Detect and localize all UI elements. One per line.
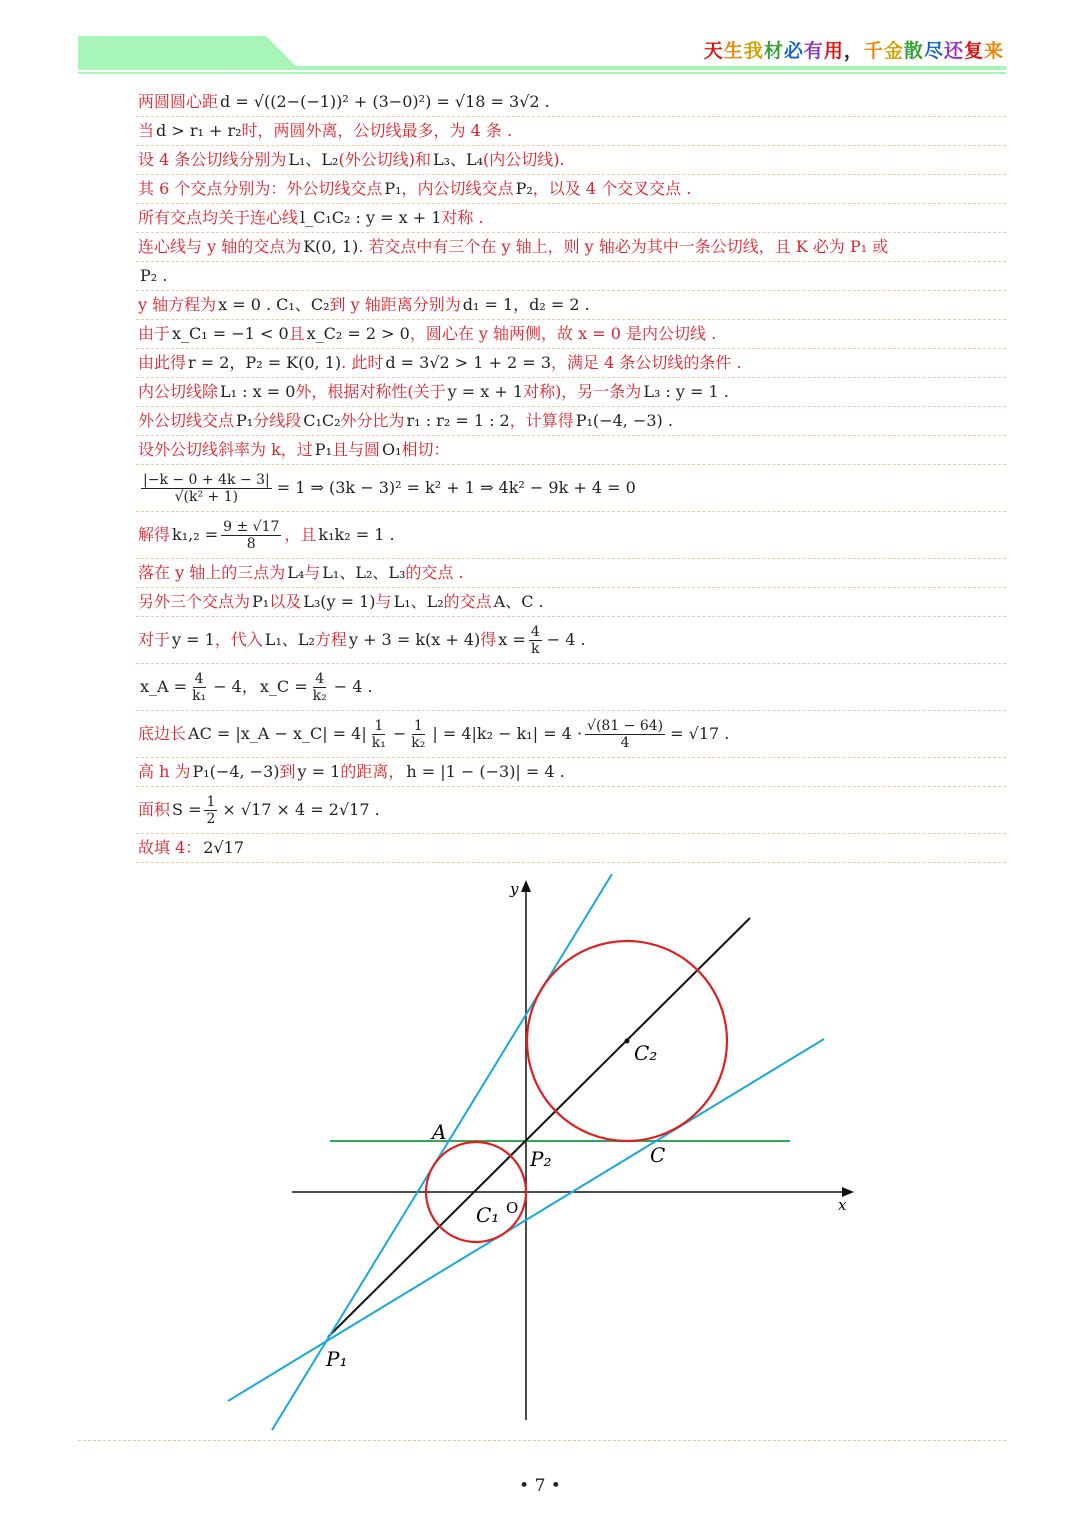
center-c2-point (625, 1039, 630, 1044)
solve-line: 解得 k₁,₂ = $\frac{9 \pm √17}{8}$ ，且 k₁k₂ = 1 . (136, 512, 1006, 559)
text-line: 其 6 个交点分别为：外公切线交点 P₁ ，内公切线交点 P₂ ，以及 4 个交叉交点 . (136, 175, 1006, 204)
xa-xc-line: x_A = $\frac{4}{\text{k₁}}$ − 4， x_C = $\frac{4}{\text{k₂}}$ − 4 . (136, 664, 1006, 711)
text-line: P₂ . (136, 262, 1006, 291)
geometry-figure (220, 870, 860, 1440)
answer-line: 故填 4： 2√17 (136, 834, 1006, 863)
slogan-char: 来 (983, 40, 1004, 62)
label-y: y (510, 880, 519, 898)
slogan-char: 必 (783, 40, 804, 62)
label-a: A (432, 1120, 447, 1144)
substitute-line: 对于 y = 1 ，代入 L₁、L₂ 方程 y + 3 = k(x + 4) 得 x = $\frac{4}{k}$ − 4 . (136, 617, 1006, 664)
label-p2: P₂ (530, 1147, 552, 1171)
slogan-char: 千 (863, 40, 884, 62)
base-length-line: 底边长 AC = |x_A − x_C| = 4| $\frac{1}{\text{k₁}}$ − $\frac{1}{\text{k₂}}$ | = 4|k₂ − k₁| = 4 · $\frac{√(81 - 64)}{4}$ = √17 . (136, 711, 1006, 758)
label-c1: C₁ (476, 1203, 500, 1227)
page-number: • 7 • (519, 1476, 561, 1496)
header-slogan (704, 36, 1004, 63)
text-line: 落在 y 轴上的三点为 L₄ 与 L₁、L₂、L₃ 的交点 . (136, 559, 1006, 588)
slogan-char: 用 (823, 40, 844, 62)
slogan-char: 材 (763, 40, 784, 62)
label-c2: C₂ (634, 1041, 658, 1065)
footer-rule (78, 1440, 1006, 1441)
slogan-char: 还 (943, 40, 964, 62)
label-x: x (838, 1196, 847, 1214)
center-line (328, 918, 750, 1337)
slogan-char: 生 (723, 40, 744, 62)
label-origin: O (506, 1199, 519, 1217)
area-line: 面积 S = $\frac{1}{2}$ × √17 × 4 = 2√17 . (136, 787, 1006, 834)
text-line: 外公切线交点 P₁ 分线段 C₁C₂ 外分比为 r₁ : r₂ = 1 : 2 ，计算得 P₁(−4, −3) . (136, 407, 1006, 436)
text-line: 另外三个交点为 P₁ 以及 L₃(y = 1) 与 L₁、L₂ 的交点 A、C . (136, 588, 1006, 617)
text-line: 由此得 r = 2，P₂ = K(0, 1) . 此时 d = 3√2 > 1 + 2 = 3 ，满足 4 条公切线的条件 . (136, 349, 1006, 378)
slogan-char: 我 (743, 40, 764, 62)
slogan-char: 散 (903, 40, 924, 62)
text-line: y 轴方程为 x = 0 . C₁、C₂ 到 y 轴距离分别为 d₁ = 1，d₂ = 2 . (136, 291, 1006, 320)
slogan-char: 尽 (923, 40, 944, 62)
tangent-equation: $\frac{|-k - 0 + 4k - 3|}{\text{√(k² + 1)}}$ = 1 ⇒ (3k − 3)² = k² + 1 ⇒ 4k² − 9k + 4 = 0 (136, 465, 1006, 512)
label-c: C (650, 1143, 666, 1167)
tangent-line-steep (272, 874, 612, 1430)
slogan-char: ， (843, 40, 864, 62)
label-p1: P₁ (326, 1347, 348, 1371)
text-line: 由于 x_C₁ = −1 < 0 且 x_C₂ = 2 > 0 ，圆心在 y 轴两侧，故 x = 0 是内公切线 . (136, 320, 1006, 349)
text-line: 两圆圆心距 d = √((2−(−1))² + (3−0)²) = √18 = 3√2 . (136, 88, 1006, 117)
solution-text (136, 88, 1006, 863)
text-line: 设 4 条公切线分别为 L₁、L₂ (外公切线)和 L₃、L₄ (内公切线). (136, 146, 1006, 175)
slogan-char: 有 (803, 40, 824, 62)
slogan-char: 金 (883, 40, 904, 62)
text-line: 内公切线除 L₁ : x = 0 外，根据对称性(关于 y = x + 1 对称)，另一条为 L₃ : y = 1 . (136, 378, 1006, 407)
text-line: 所有交点均关于连心线 l_C₁C₂ : y = x + 1 对称 . (136, 204, 1006, 233)
text-line: 设外公切线斜率为 k，过 P₁ 且与圆 O₁ 相切： (136, 436, 1006, 465)
slogan-char: 复 (963, 40, 984, 62)
height-line: 高 h 为 P₁(−4, −3) 到 y = 1 的距离， h = |1 − (−3)| = 4 . (136, 758, 1006, 787)
slogan-char: 天 (703, 40, 724, 62)
text-line: 当 d > r₁ + r₂ 时，两圆外离，公切线最多，为 4 条 . (136, 117, 1006, 146)
text-line: 连心线与 y 轴的交点为 K(0, 1) . 若交点中有三个在 y 轴上，则 y 轴必为其中一条公切线，且 K 必为 P₁ 或 (136, 233, 1006, 262)
y-axis-arrow-icon (521, 880, 531, 892)
